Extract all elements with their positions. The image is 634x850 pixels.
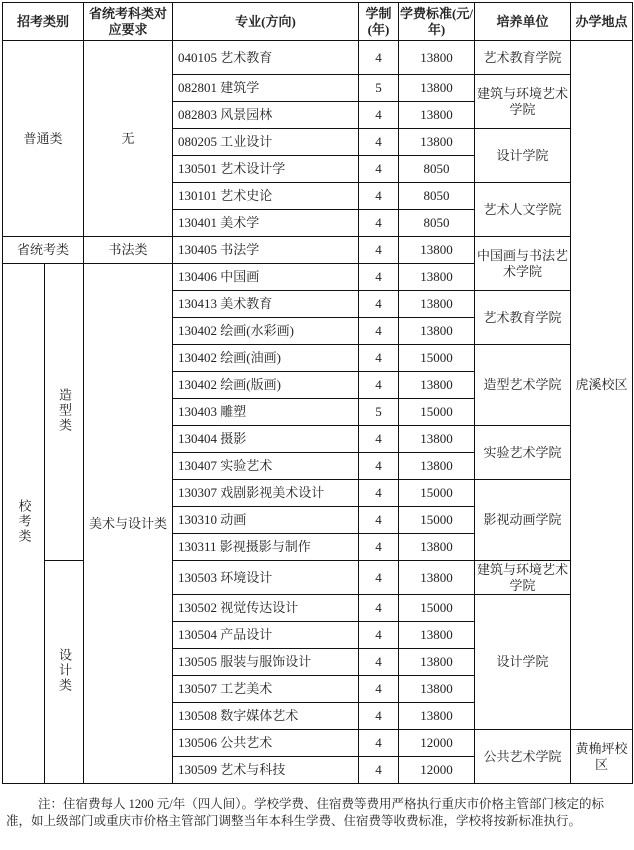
major-cell: 130402 绘画(水彩画) [173,318,359,345]
major-cell: 130401 美术学 [173,210,359,237]
tuition-table [2,2,633,784]
years-cell: 4 [359,41,399,75]
subcategory-cell [45,561,84,784]
years-cell: 4 [359,595,399,622]
column-header: 学制(年) [359,3,399,41]
years-cell: 4 [359,561,399,595]
category-cell: 普通类 [3,41,84,237]
years-cell: 4 [359,345,399,372]
fee-cell: 15000 [399,399,475,426]
fee-cell: 13800 [399,372,475,399]
years-cell: 4 [359,622,399,649]
subcategory-cell-text: 造型类 [57,387,72,433]
footnote: 注：住宿费每人 1200 元/年（四人间）。学校学费、住宿费等费用严格执行重庆市价格主管部门核定的标准，如上级部门或重庆市价格主管部门调整当年本科生学费、住宿费等收费标准，学校将按新标准执行。 [6,797,604,828]
years-cell: 4 [359,264,399,291]
major-cell: 080205 工业设计 [173,129,359,156]
fee-cell: 15000 [399,595,475,622]
fee-cell: 13800 [399,703,475,730]
major-cell: 130307 戏剧影视美术设计 [173,480,359,507]
years-cell: 5 [359,75,399,102]
requirement-cell: 无 [84,41,173,237]
fee-cell: 13800 [399,453,475,480]
unit-cell: 设计学院 [475,595,571,730]
major-cell: 082803 风景园林 [173,102,359,129]
unit-cell: 影视动画学院 [475,480,571,561]
major-cell: 130509 艺术与科技 [173,757,359,784]
fee-cell: 12000 [399,730,475,757]
years-cell: 4 [359,372,399,399]
major-cell: 130502 视觉传达设计 [173,595,359,622]
years-cell: 4 [359,534,399,561]
table-row [3,237,633,264]
category-cell-text: 校考类 [16,499,32,544]
years-cell: 4 [359,703,399,730]
fee-cell: 8050 [399,210,475,237]
fee-cell: 13800 [399,264,475,291]
fee-cell: 13800 [399,102,475,129]
years-cell: 4 [359,102,399,129]
major-cell: 130310 动画 [173,507,359,534]
major-cell: 130503 环境设计 [173,561,359,595]
fee-cell: 13800 [399,318,475,345]
years-cell: 4 [359,426,399,453]
unit-cell: 中国画与书法艺术学院 [475,237,571,291]
fee-cell: 8050 [399,156,475,183]
years-cell: 4 [359,318,399,345]
years-cell: 4 [359,730,399,757]
column-header: 培养单位 [475,3,571,41]
fee-cell: 13800 [399,561,475,595]
years-cell: 5 [359,399,399,426]
fee-cell: 15000 [399,345,475,372]
column-header: 招考类别 [3,3,84,41]
location-cell: 虎溪校区 [571,41,633,730]
major-cell: 130402 绘画(油画) [173,345,359,372]
column-header: 学费标准(元/年) [399,3,475,41]
subcategory-cell-text: 设计类 [57,647,72,693]
fee-cell: 8050 [399,183,475,210]
column-header: 专业(方向) [173,3,359,41]
column-header: 办学地点 [571,3,633,41]
major-cell: 130505 服装与服饰设计 [173,649,359,676]
years-cell: 4 [359,507,399,534]
years-cell: 4 [359,183,399,210]
years-cell: 4 [359,453,399,480]
fee-cell: 13800 [399,291,475,318]
location-cell: 黄桷坪校区 [571,730,633,784]
major-cell: 130101 艺术史论 [173,183,359,210]
fee-cell: 13800 [399,237,475,264]
years-cell: 4 [359,237,399,264]
years-cell: 4 [359,676,399,703]
major-cell: 040105 艺术教育 [173,41,359,75]
years-cell: 4 [359,291,399,318]
fee-cell: 15000 [399,480,475,507]
years-cell: 4 [359,480,399,507]
unit-cell: 设计学院 [475,129,571,183]
major-cell: 130403 雕塑 [173,399,359,426]
unit-cell: 艺术人文学院 [475,183,571,237]
major-cell: 130508 数字媒体艺术 [173,703,359,730]
fee-cell: 13800 [399,534,475,561]
column-header: 省统考科类对应要求 [84,3,173,41]
major-cell: 130404 摄影 [173,426,359,453]
fee-cell: 13800 [399,75,475,102]
major-cell: 082801 建筑学 [173,75,359,102]
fee-cell: 13800 [399,129,475,156]
category-cell [3,264,45,784]
fee-cell: 13800 [399,41,475,75]
major-cell: 130311 影视摄影与制作 [173,534,359,561]
major-cell: 130407 实验艺术 [173,453,359,480]
unit-cell: 建筑与环境艺术学院 [475,561,571,595]
major-cell: 130413 美术教育 [173,291,359,318]
category-cell: 省统考类 [3,237,84,264]
requirement-cell: 美术与设计类 [84,264,173,784]
major-cell: 130506 公共艺术 [173,730,359,757]
unit-cell: 公共艺术学院 [475,730,571,784]
unit-cell: 艺术教育学院 [475,291,571,345]
unit-cell: 建筑与环境艺术学院 [475,75,571,129]
major-cell: 130507 工艺美术 [173,676,359,703]
major-cell: 130402 绘画(版画) [173,372,359,399]
unit-cell: 造型艺术学院 [475,345,571,426]
major-cell: 130504 产品设计 [173,622,359,649]
subcategory-cell [45,264,84,561]
years-cell: 4 [359,210,399,237]
fee-cell: 13800 [399,622,475,649]
requirement-cell: 书法类 [84,237,173,264]
unit-cell: 艺术教育学院 [475,41,571,75]
fee-cell: 15000 [399,507,475,534]
major-cell: 130501 艺术设计学 [173,156,359,183]
years-cell: 4 [359,156,399,183]
table-row [3,41,633,75]
fee-cell: 12000 [399,757,475,784]
major-cell: 130405 书法学 [173,237,359,264]
fee-cell: 13800 [399,426,475,453]
major-cell: 130406 中国画 [173,264,359,291]
years-cell: 4 [359,649,399,676]
years-cell: 4 [359,129,399,156]
fee-cell: 13800 [399,649,475,676]
fee-cell: 13800 [399,676,475,703]
unit-cell: 实验艺术学院 [475,426,571,480]
years-cell: 4 [359,757,399,784]
